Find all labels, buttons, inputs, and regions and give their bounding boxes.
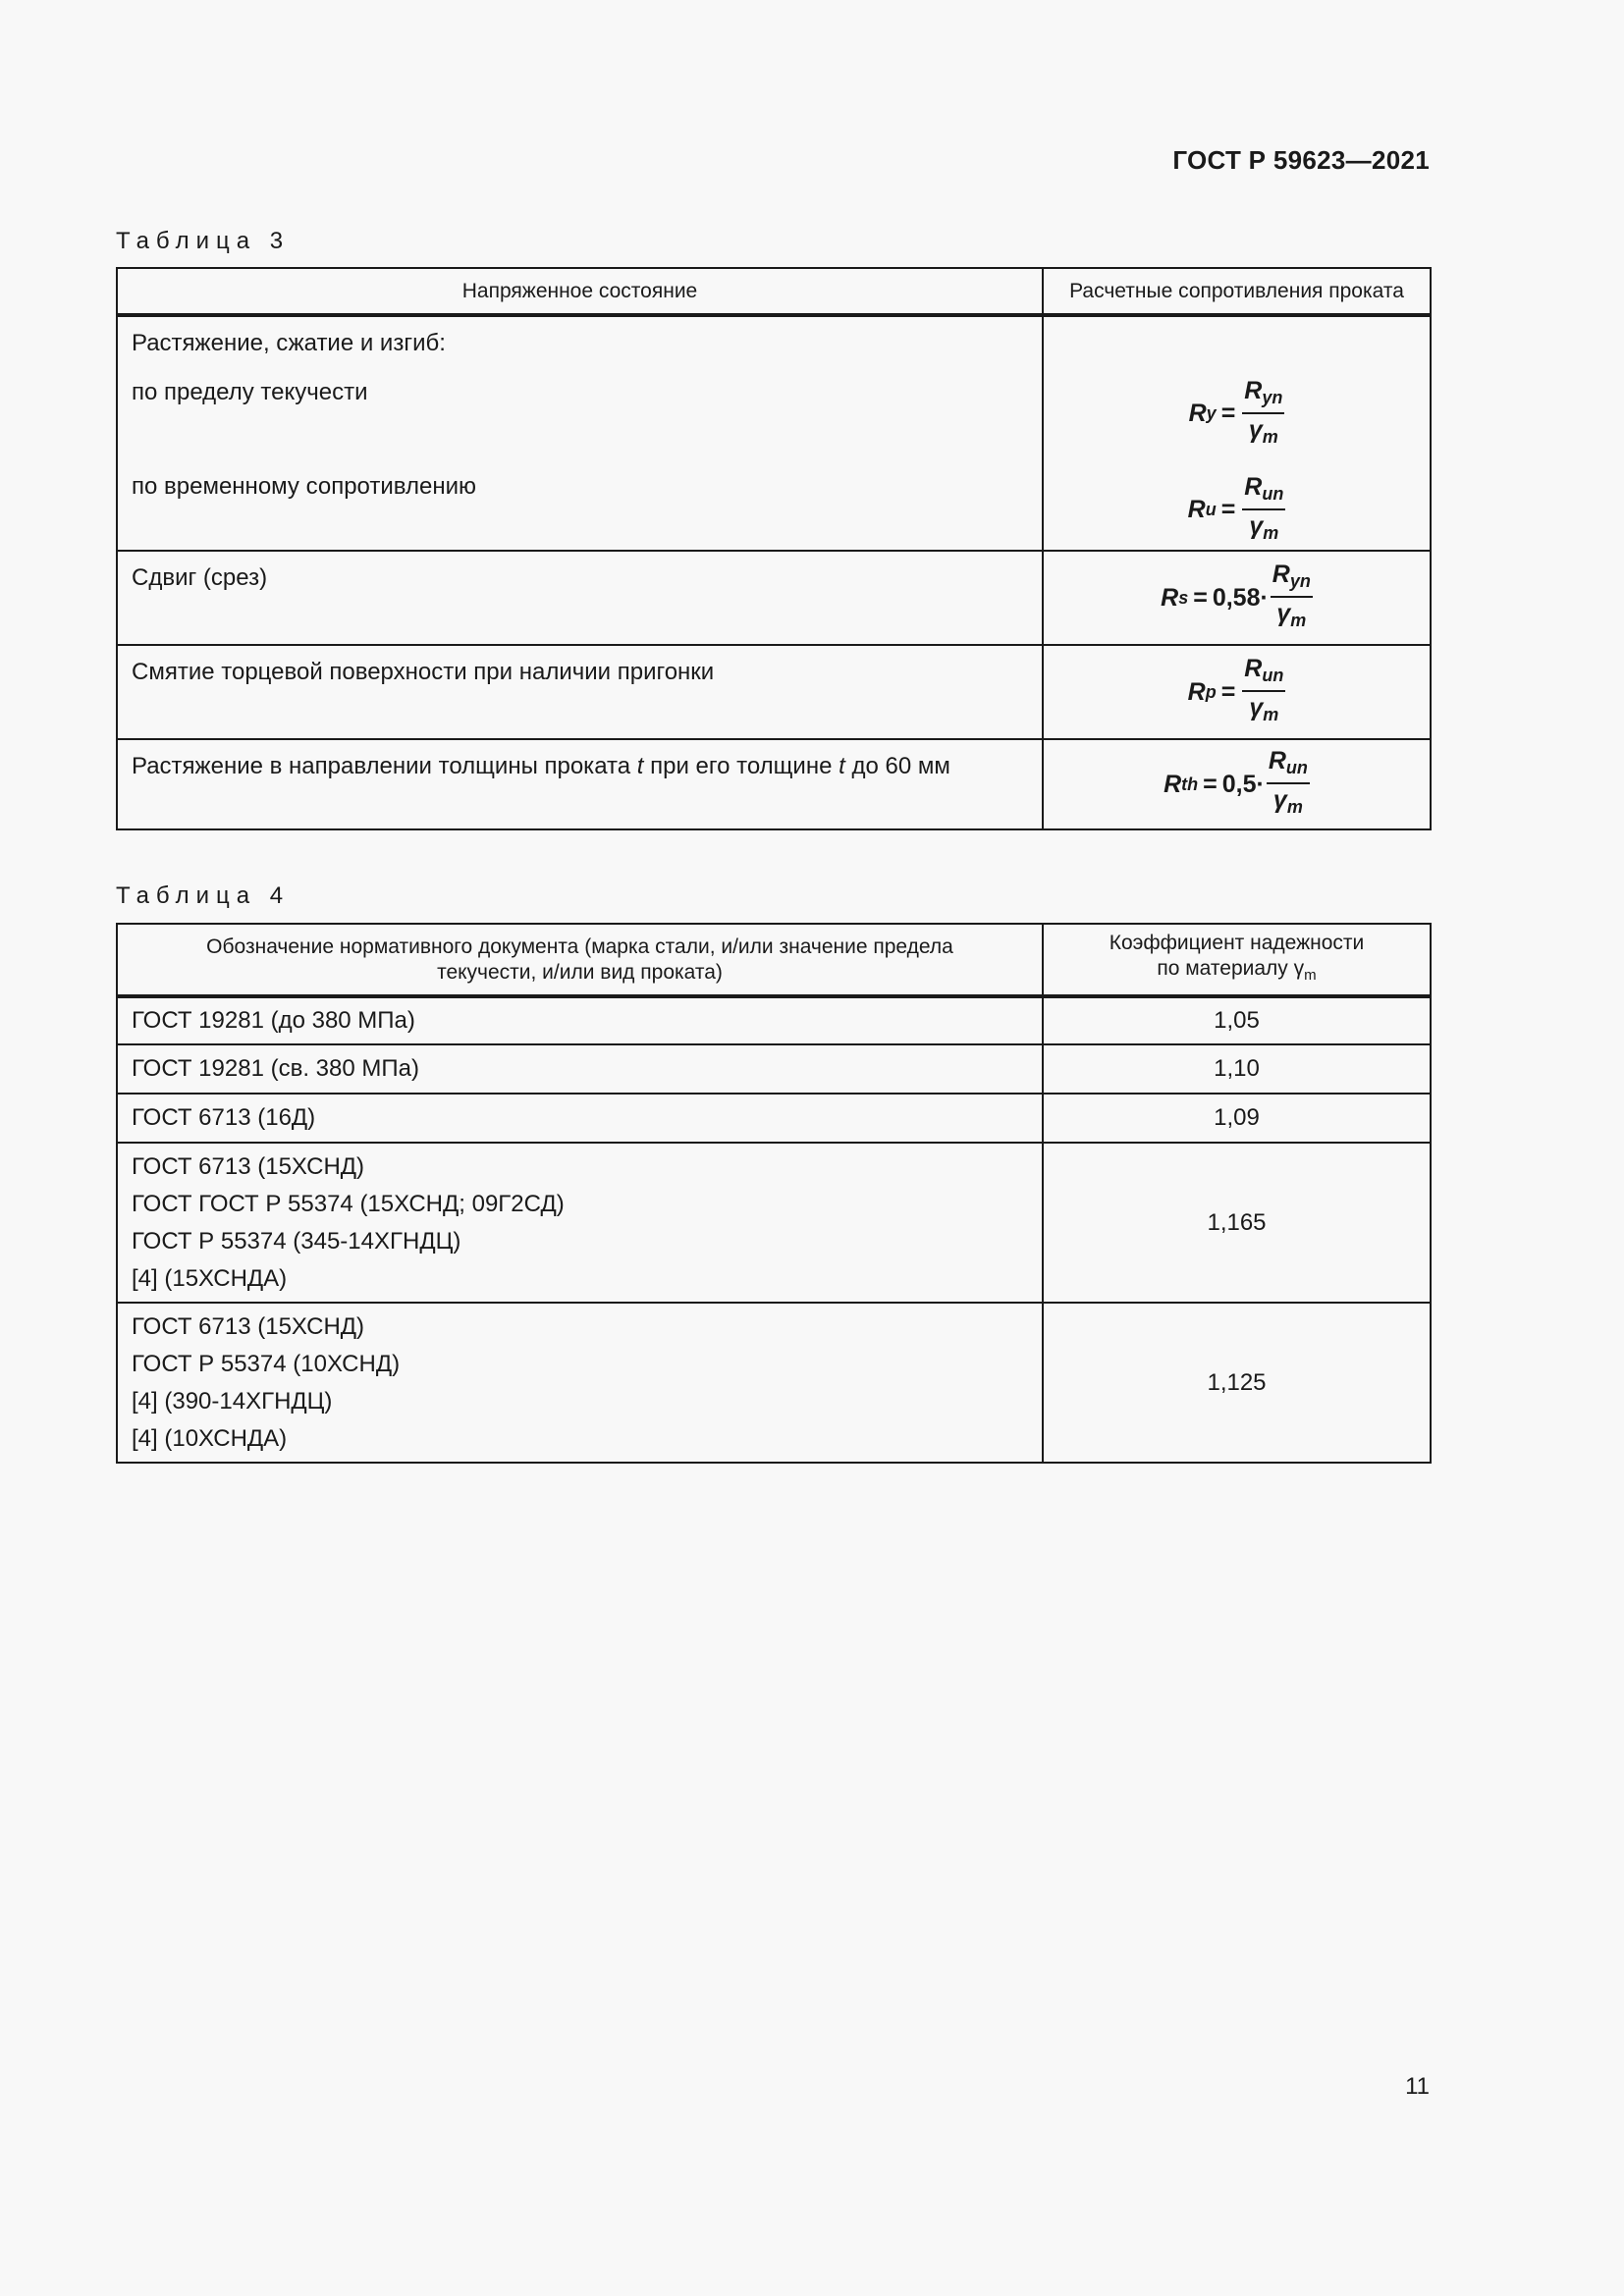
table-4-header-coefficient: Коэффициент надежности по материалу $\gamma_m$ [1043,924,1431,996]
document-cell: ГОСТ 6713 (16Д) [117,1094,1043,1143]
row-text: Сдвиг (срез) [132,564,268,591]
table-3-caption: Таблица 3 [116,228,291,254]
document-cell: ГОСТ 19281 (до 380 МПа) [117,996,1043,1044]
table-row [117,1143,1431,1303]
coefficient-cell: 1,10 [1043,1044,1431,1094]
formula-rth: R th = 0,5· $\frac{R_{un}}{\gamma_m}$ [1164,747,1308,817]
table-row [117,739,1431,829]
document-cell: ГОСТ 19281 (св. 380 МПа) [117,1044,1043,1094]
coefficient-cell: 1,09 [1043,1094,1431,1143]
table-row [117,1044,1431,1094]
document-cell: ГОСТ 6713 (15ХСНД) ГОСТ ГОСТ Р 55374 (15ХСНД; 09Г2СД) ГОСТ Р 55374 (345-14ХГНДЦ) [4] (15ХСНДА) [117,1143,1043,1303]
table-3-header-state: Напряженное состояние [117,268,1043,315]
page-number: 11 [1405,2073,1430,2100]
table-4 [116,923,1432,1464]
formula-ry: R y = $\frac{R_{yn}}{\gamma_m}$ [1188,376,1283,447]
table-3-header-resistance: Расчетные сопротивления проката [1043,268,1431,315]
row-text: по временному сопротивлению [132,473,476,500]
table-4-header-row [117,924,1431,996]
stress-state-cell [117,315,1043,551]
table-4-header-document: Обозначение нормативного документа (марка стали, и/или значение предела текучести, и/или вид проката) [117,924,1043,996]
table-4-caption: Таблица 4 [116,882,291,909]
formula-cell [1043,551,1431,645]
formula-rs: R s = 0,58· $\frac{R_{yn}}{\gamma_m}$ [1161,561,1311,630]
coefficient-cell: 1,165 [1043,1143,1431,1303]
table-row [117,645,1431,739]
formula-cell [1043,315,1431,551]
stress-state-cell [117,739,1043,829]
formula-ru: R u = $\frac{R_{un}}{\gamma_m}$ [1187,472,1284,543]
formula-cell [1043,739,1431,829]
row-text: по пределу текучести [132,379,368,405]
table-row [117,315,1431,551]
row-text: Растяжение в направлении толщины проката t при его толщине t до 60 мм [132,753,950,779]
coefficient-cell: 1,05 [1043,996,1431,1044]
document-header: ГОСТ Р 59623—2021 [1172,145,1430,175]
table-3 [116,267,1432,830]
table-row [117,551,1431,645]
formula-rp: R p = $\frac{R_{un}}{\gamma_m}$ [1187,655,1284,724]
row-text: Растяжение, сжатие и изгиб: [132,330,446,356]
row-text: Смятие торцевой поверхности при наличии пригонки [132,659,715,685]
table-row [117,1094,1431,1143]
document-cell: ГОСТ 6713 (15ХСНД) ГОСТ Р 55374 (10ХСНД) [4] (390-14ХГНДЦ) [4] (10ХСНДА) [117,1303,1043,1463]
table-3-header-row [117,268,1431,315]
stress-state-cell [117,645,1043,739]
table-row [117,996,1431,1044]
coefficient-cell: 1,125 [1043,1303,1431,1463]
stress-state-cell [117,551,1043,645]
table-row [117,1303,1431,1463]
formula-cell [1043,645,1431,739]
